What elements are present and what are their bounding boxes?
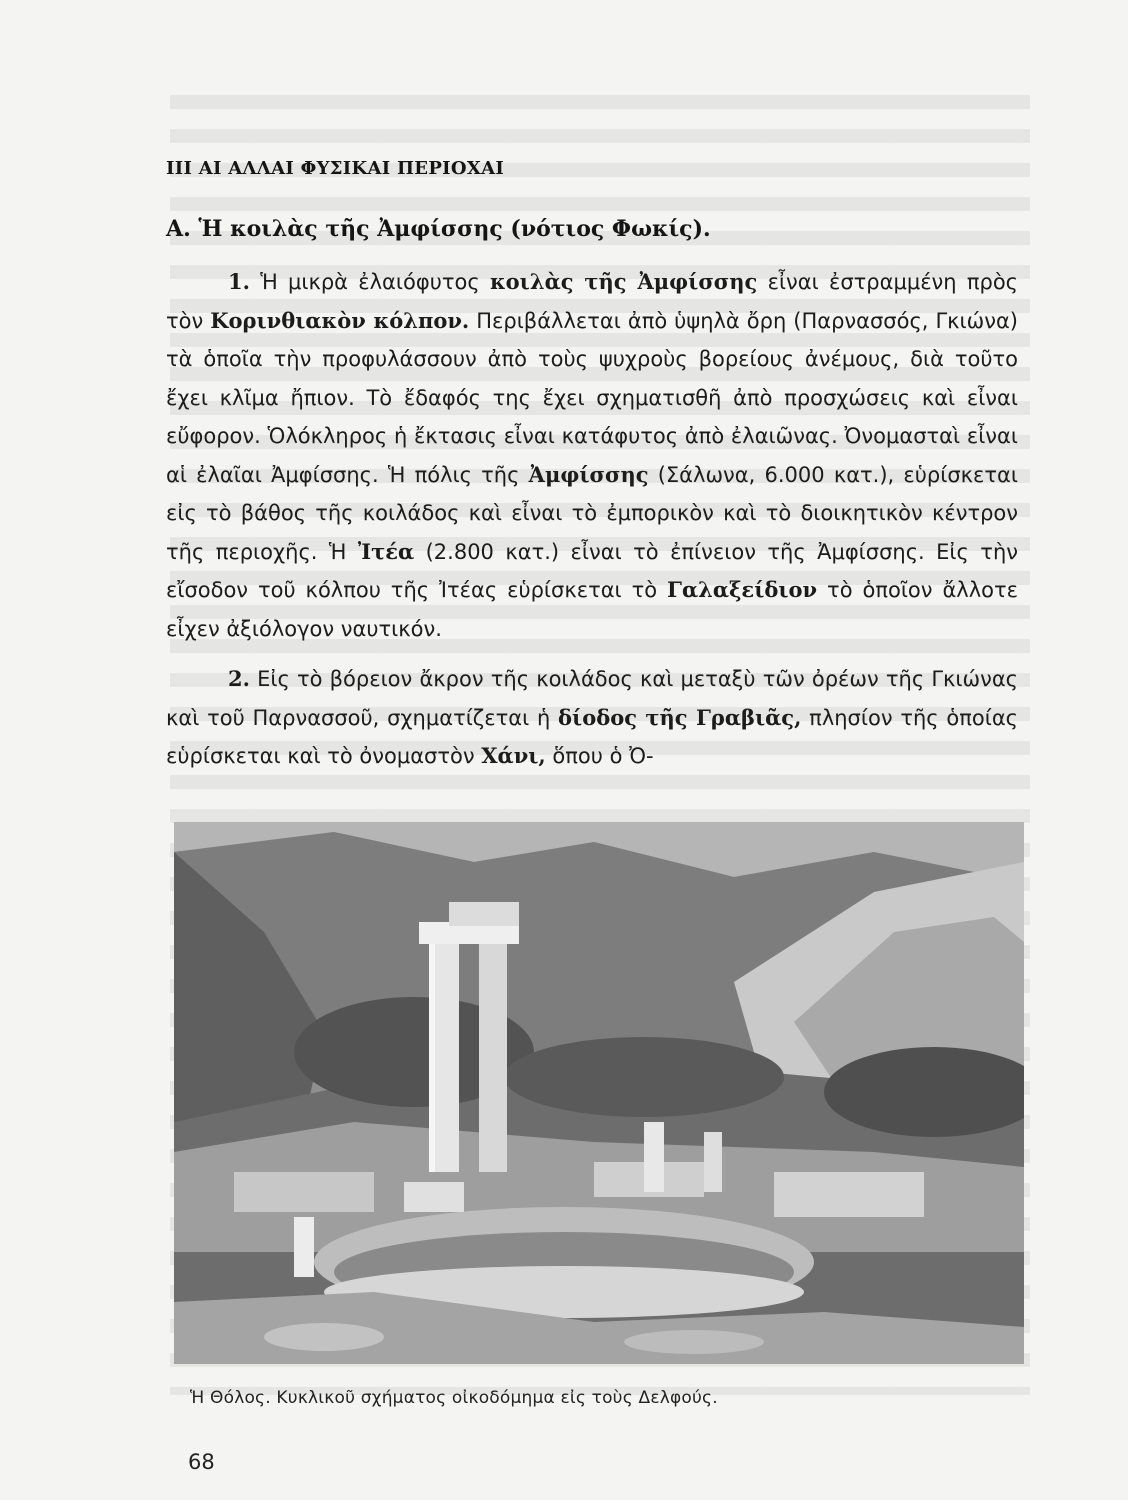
paragraph-2 <box>166 660 1018 776</box>
term-amfissa-valley: κοιλὰς τῆς Ἀμφίσσης <box>489 269 758 294</box>
paragraph-2-text: ὅπου ὁ Ὀ- <box>545 744 654 768</box>
term-galaxidi: Γαλαξείδιον <box>667 577 818 602</box>
paragraph-2-text: πλησίον τῆς ὁποίας εὑρίσκεται καὶ τὸ ὀνομαστὸν <box>166 705 1018 768</box>
paragraph-2-number: 2. <box>228 666 250 691</box>
paragraph-1-text: Περιβάλλεται ἀπὸ ὑψηλὰ ὄρη (Παρνασσός, Γκιώνα) τὰ ὁποῖα τὴν προφυλάσσουν ἀπὸ τοὺς ψυχροὺς βορείους ἀνέμους, διὰ τοῦτο ἔχει κλῖμα ἤπιον. Τὸ ἔδαφός της ἔχει σχηματισθῆ ἀπὸ προσχώσεις καὶ εἶναι εὔφορον. Ὁλόκληρος ἡ ἔκτασις εἶναι κατάφυτος ἀπὸ ἐλαιῶνας. Ὀνομασταὶ εἶναι αἱ ἐλαῖαι Ἀμφίσσης. Ἡ πόλις τῆς <box>166 308 1018 487</box>
paragraph-1-text: Ἡ μικρὰ ἐλαιόφυτος <box>249 270 490 294</box>
paragraph-1-text: τὸ ὁποῖον ἄλλοτε εἶχεν ἀξιόλογον ναυτικόν. <box>166 578 1018 641</box>
paragraph-1-text: εἶναι ἐστραμμένη πρὸς τὸν <box>166 270 1018 333</box>
term-amfissa: Ἀμφίσσης <box>528 461 649 487</box>
paragraph-1-text: (Σάλωνα, 6.000 κατ.), εὑρίσκεται εἰς τὸ βάθος τῆς κοιλάδος καὶ εἶναι τὸ ἐμπορικὸν καὶ τὸ διοικητικὸν κέντρον τῆς περιοχῆς. Ἡ <box>166 462 1018 564</box>
chapter-title: III ΑΙ ΑΛΛΑΙ ΦΥΣΙΚΑΙ ΠΕΡΙΟΧΑΙ <box>166 158 505 179</box>
page-number: 68 <box>188 1450 215 1474</box>
term-corinthian-gulf: Κορινθιακὸν κόλπον. <box>210 307 470 333</box>
paragraph-1-number: 1. <box>228 269 250 294</box>
section-title: Α. Ἡ κοιλὰς τῆς Ἀμφίσσης (νότιος Φωκίς). <box>166 216 711 242</box>
photo-caption: Ἡ Θόλος. Κυκλικοῦ σχήματος οἰκοδόμημα εἰς τοὺς Δελφούς. <box>190 1388 718 1408</box>
term-itea: Ἰτέα <box>357 538 415 564</box>
paragraph-1 <box>166 263 1018 648</box>
tholos-photo <box>174 822 1024 1364</box>
paragraph-1-text: (2.800 κατ.) εἶναι τὸ ἐπίνειον τῆς Ἀμφίσσης. Εἰς τὴν εἴσοδον τοῦ κόλπου τῆς Ἰτέας εὑρίσκεται τὸ <box>166 539 1018 602</box>
term-gravia-pass: δίοδος τῆς Γραβιᾶς, <box>558 704 802 730</box>
paragraph-2-text: Εἰς τὸ βόρειον ἄκρον τῆς κοιλάδος καὶ μεταξὺ τῶν ὀρέων τῆς Γκιώνας καὶ τοῦ Παρνασσοῦ, σχηματίζεται ἡ <box>166 667 1018 730</box>
tholos-photo-drawing <box>174 822 1024 1364</box>
term-hani: Χάνι, <box>481 743 546 768</box>
